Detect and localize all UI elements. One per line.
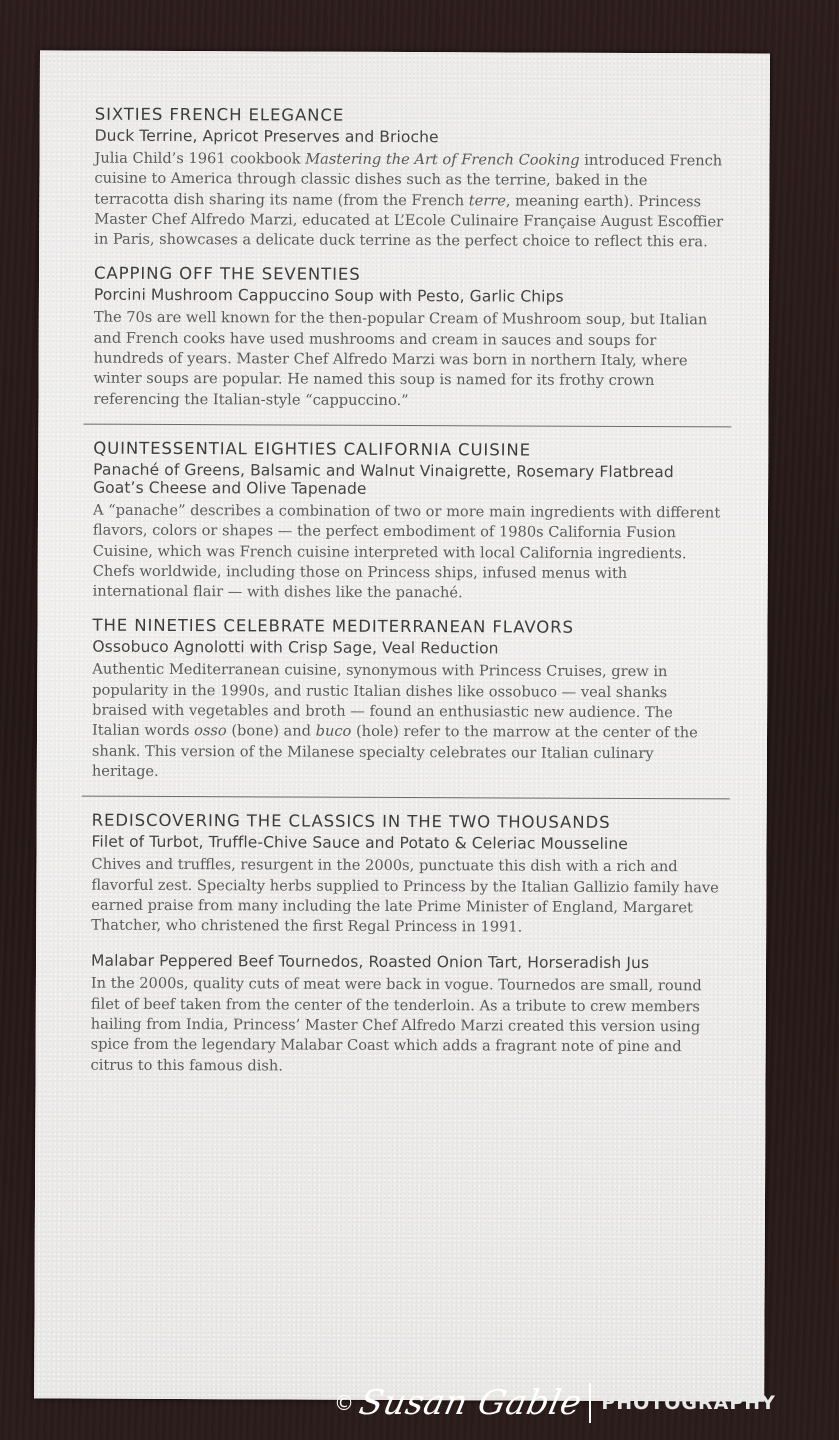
section-two-thousands — [91, 811, 722, 1078]
section-title: THE NINETIES CELEBRATE MEDITERRANEAN FLAVORS — [92, 616, 574, 638]
section-sixties — [94, 105, 725, 253]
section-description: Authentic Mediterranean cuisine, synonymous with Princess Cruises, grew in popularity in the 1990s, and rustic Italian dishes like ossobuco — veal shanks braised with vegetables and broth — found an enthusiastic new audience. The Italian words osso (bone) and buco (hole) refer to the marrow at the center of the shank. This version of the Milanese specialty celebrates our Italian culinary heritage. — [91, 661, 698, 780]
section-title: QUINTESSENTIAL EIGHTIES CALIFORNIA CUISINE — [93, 438, 531, 460]
section-description-second: In the 2000s, quality cuts of meat were back in vogue. Tournedos are small, round filet of beef taken from the center of the tenderloin. As a tribute to crew members hailing from India, Princess’ Master Chef Alfredo Marzi created this version using spice from the legendary Malabar Coast which adds a fragrant note of pine and citrus to this famous dish. — [90, 975, 702, 1075]
menu-card — [34, 50, 770, 1401]
section-title: SIXTIES FRENCH ELEGANCE — [94, 104, 345, 125]
book-title: Mastering the Art of French Cooking — [305, 150, 580, 169]
section-title: CAPPING OFF THE SEVENTIES — [93, 264, 361, 285]
photographer-watermark — [334, 1378, 776, 1428]
dish-name: Duck Terrine, Apricot Preserves and Brioche — [94, 126, 439, 147]
divider — [82, 796, 730, 800]
section-seventies — [93, 264, 724, 412]
photographer-signature: Susan Gable — [355, 1383, 586, 1423]
dish-name: Filet of Turbot, Truffle-Chive Sauce and Potato & Celeriac Mousseline — [91, 832, 628, 854]
dish-name: Porcini Mushroom Cappuccino Soup with Pesto, Garlic Chips — [93, 286, 564, 307]
section-nineties — [92, 616, 723, 785]
section-description: Chives and truffles, resurgent in the 2000s, punctuate this dish with a rich and flavorful zest. Specialty herbs supplied to Princess by the Italian Gallizio family have earned praise from many including the late Prime Minister of England, Margaret Thatcher, who christened the first Regal Princess in 1991. — [91, 855, 719, 936]
watermark-separator — [589, 1383, 591, 1423]
dish-name-continued: Goat’s Cheese and Olive Tapenade — [93, 478, 367, 498]
section-description: The 70s are well known for the then-popular Cream of Mushroom soup, but Italian and French cooks have used mushrooms and cream in sauces and soups for hundreds of years. Master Chef Alfredo Marzi was born in northern Italy, where winter soups are popular. He named this soup is named for its frothy crown referencing the Italian-style “cappuccino.” — [93, 309, 708, 409]
dish-name: Ossobuco Agnolotti with Crisp Sage, Veal Reduction — [92, 638, 499, 658]
italic-word: buco — [315, 722, 352, 741]
divider — [83, 424, 731, 428]
section-description: A “panache” describes a combination of two or more main ingredients with different flavors, colors or shapes — the perfect embodiment of 1980s California Fusion Cuisine, which was French cuisine interpreted with local California ingredients. Chefs worldwide, including those on Princess ships, infused menus with international flair — with dishes like the panaché. — [92, 501, 721, 602]
section-description: Julia Child’s 1961 cookbook Mastering the Art of French Cooking introduced French cuisine to America through classic dishes such as the terrine, baked in the terracotta dish sharing its name (from the French terre, meaning earth). Princess Master Chef Alfredo Marzi, educated at L’Ecole Culinaire Française August Escoffier in Paris, showcases a delicate duck terrine as the perfect choice to reflect this era. — [94, 149, 724, 251]
menu-content — [91, 105, 725, 1079]
italic-word: terre — [468, 191, 506, 210]
dish-name-second: Malabar Peppered Beef Tournedos, Roasted Onion Tart, Horseradish Jus — [90, 952, 650, 973]
section-eighties — [93, 439, 724, 605]
photography-label: PHOTOGRAPHY — [601, 1392, 776, 1414]
italic-word: osso — [194, 722, 227, 740]
dish-name: Panaché of Greens, Balsamic and Walnut Vinaigrette, Rosemary Flatbread — [93, 460, 674, 482]
section-title: REDISCOVERING THE CLASSICS IN THE TWO THOUSANDS — [91, 810, 611, 833]
copyright-symbol: © — [334, 1391, 354, 1415]
